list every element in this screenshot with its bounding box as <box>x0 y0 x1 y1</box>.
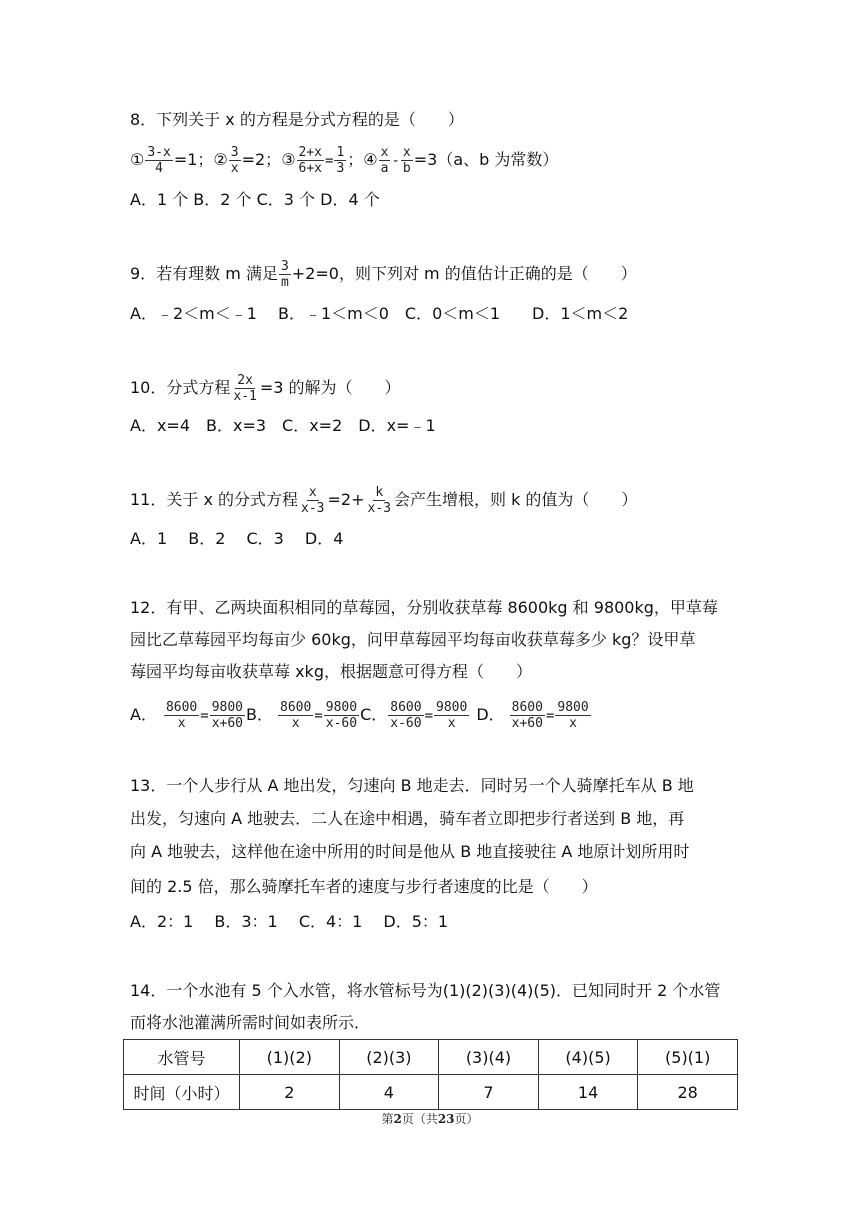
table-cell: (3)(4) <box>439 1040 539 1075</box>
q9-options: A．﹣2＜m＜﹣1 B．﹣1＜m＜0 C．0＜m＜1 D．1＜m＜2 <box>130 304 629 323</box>
table-cell: 时间（小时） <box>124 1075 240 1110</box>
q8-stem: 8．下列关于 x 的方程是分式方程的是（ ） <box>130 110 464 129</box>
table-cell: 7 <box>439 1075 539 1110</box>
q12-options <box>130 700 592 731</box>
q14-line1: 14．一个水池有 5 个入水管，将水管标号为(1)(2)(3)(4)(5)．已知同时开 2 个水管 <box>130 981 721 1000</box>
q8-item4-mark: ④ <box>363 150 378 169</box>
table-cell: (2)(3) <box>339 1040 439 1075</box>
q11-stem: 11．关于 x 的分式方程 $\frac{x}{x-3}$ =2+ $\frac{k}{x-3}$ 会产生增根，则 k 的值为（ ） <box>130 485 638 516</box>
q8-equations: ① $\frac{3-x}{4}$ =1；② $\frac{3}{x}$ =2；③ $\frac{2+x}{6+x}$ = $\frac{1}{3}$ ；④ $\frac{x}{a}$ - $\frac{x}{b}$ =3（a、b 为常数） <box>130 145 559 176</box>
q10-stem: 10．分式方程 $\frac{2x}{x-1}$ =3 的解为（ ） <box>130 373 401 404</box>
q12-option-c: C． $\frac{8600}{x-60}$ = $\frac{9800}{x}$ <box>360 700 468 731</box>
table-cell: 4 <box>339 1075 439 1110</box>
q8-item2-mark: ② <box>213 150 228 169</box>
q12-option-d: D． $\frac{8600}{x+60}$ = $\frac{9800}{x}$ <box>476 700 589 731</box>
q12-option-b: B． $\frac{8600}{x}$ = $\frac{9800}{x-60}$ <box>246 700 358 731</box>
q10-fraction: $\frac{2x}{x-1}$ <box>233 373 257 404</box>
q8-item4-fraction: $\frac{x}{a}$ <box>380 145 389 176</box>
q11-options: A．1 B．2 C．3 D．4 <box>130 529 344 548</box>
q8-item4-fraction2: $\frac{x}{b}$ <box>402 145 411 176</box>
table-cell: (5)(1) <box>638 1040 738 1075</box>
q9-fraction: $\frac{3}{m}$ <box>280 259 289 290</box>
table-cell: (4)(5) <box>538 1040 638 1075</box>
q14-line2: 而将水池灌满所需时间如表所示． <box>130 1013 371 1032</box>
page-footer: 第2页（共23页） <box>381 1112 479 1126</box>
table-cell: 水管号 <box>124 1040 240 1075</box>
table-cell: (1)(2) <box>240 1040 340 1075</box>
q9-stem: 9．若有理数 m 满足 $\frac{3}{m}$ +2=0，则下列对 m 的值估计正确的是（ ） <box>130 259 637 290</box>
page-number: 2 <box>393 1112 402 1126</box>
q12-line3: 莓园平均每亩收获草莓 xkg，根据题意可得方程（ ） <box>130 662 532 681</box>
q12-option-a: A． $\frac{8600}{x}$ = $\frac{9800}{x+60}$ <box>130 700 244 731</box>
table-row <box>124 1040 738 1075</box>
table-cell: 2 <box>240 1075 340 1110</box>
q8-item3-mark: ③ <box>281 150 296 169</box>
table-cell: 28 <box>638 1075 738 1110</box>
total-pages: 23 <box>437 1112 455 1126</box>
q8-item1-mark: ① <box>130 150 145 169</box>
q8-options: A．1 个 B．2 个 C．3 个 D．4 个 <box>130 190 380 209</box>
pipe-time-table <box>123 1039 738 1110</box>
table-cell: 14 <box>538 1075 638 1110</box>
q13-line3: 向 A 地驶去，这样他在途中所用的时间是他从 B 地直接驶往 A 地原计划所用时 <box>130 842 690 861</box>
q8-item3-fraction: $\frac{2+x}{6+x}$ <box>298 145 323 176</box>
q11-fraction1: $\frac{x}{x-3}$ <box>301 485 325 516</box>
q12-line2: 园比乙草莓园平均每亩少 60kg，问甲草莓园平均每亩收获草莓多少 kg？设甲草 <box>130 630 696 649</box>
q8-item2-fraction: $\frac{3}{x}$ <box>230 145 239 176</box>
q8-item1-fraction: $\frac{3-x}{4}$ <box>147 145 171 176</box>
q12-line1: 12．有甲、乙两块面积相同的草莓园，分别收获草莓 8600kg 和 9800kg，甲草莓 <box>130 598 718 617</box>
q8-item3-fraction2: $\frac{1}{3}$ <box>336 145 345 176</box>
q13-line1: 13．一个人步行从 A 地出发，匀速向 B 地走去．同时另一个人骑摩托车从 B 地 <box>130 776 694 795</box>
q11-fraction2: $\frac{k}{x-3}$ <box>367 485 391 516</box>
q13-line4: 间的 2.5 倍，那么骑摩托车者的速度与步行者速度的比是（ ） <box>130 877 598 896</box>
table-row <box>124 1075 738 1110</box>
q13-options: A．2：1 B．3：1 C．4：1 D．5：1 <box>130 912 449 931</box>
q13-line2: 出发，匀速向 A 地驶去．二人在途中相遇，骑车者立即把步行者送到 B 地，再 <box>130 809 685 828</box>
q10-options: A．x=4 B．x=3 C．x=2 D．x=﹣1 <box>130 416 436 435</box>
